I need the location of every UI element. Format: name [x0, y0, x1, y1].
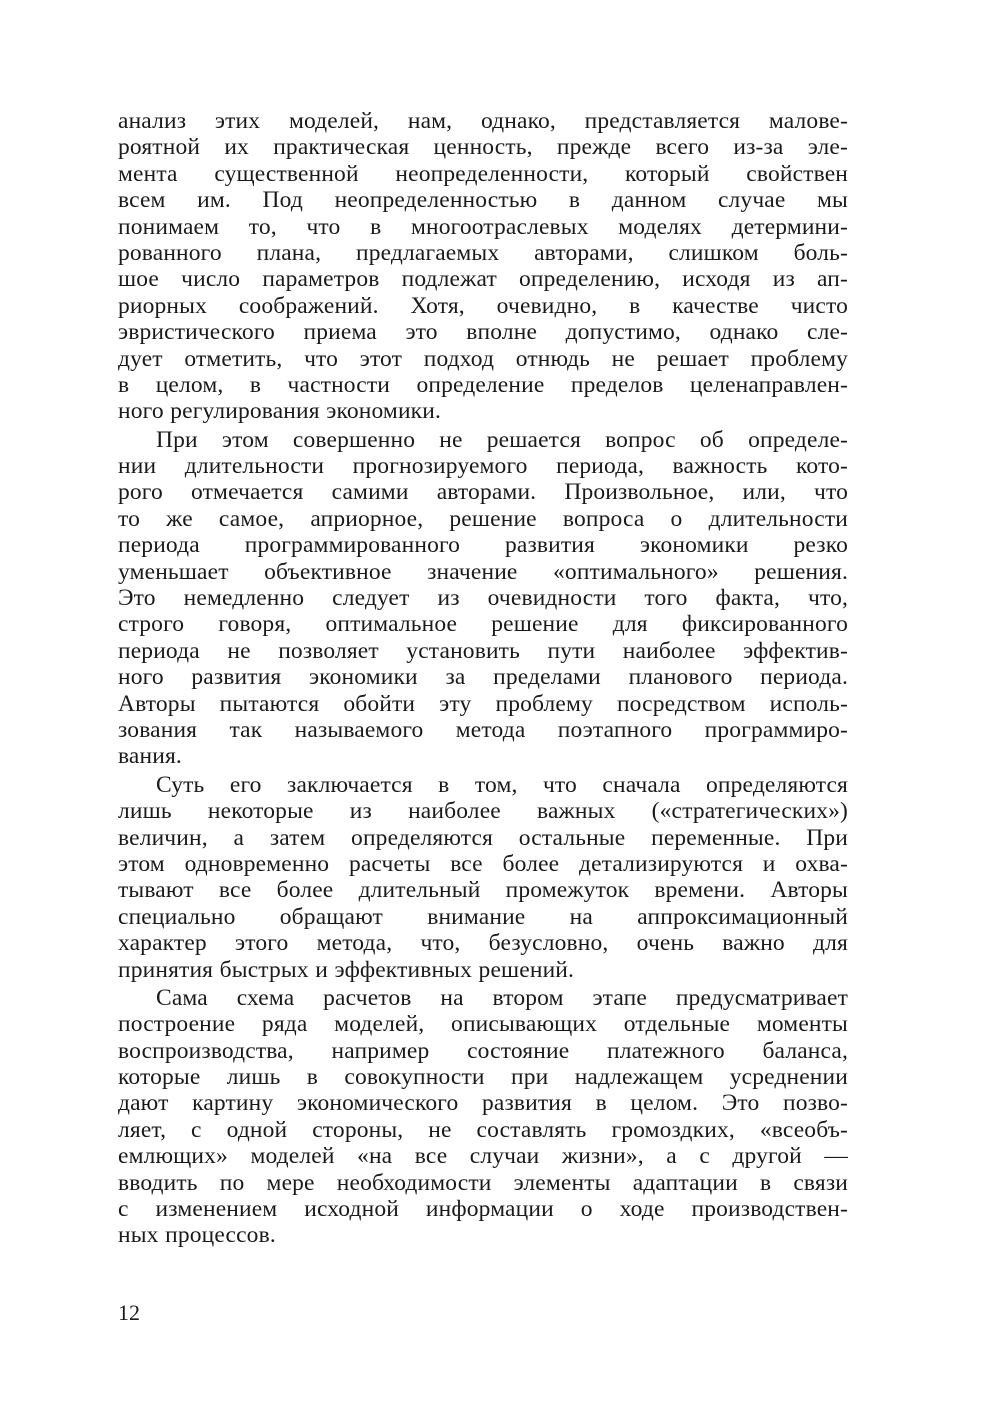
paragraph-1 — [118, 108, 848, 425]
text-line: величин, а затем определяются остальные переменные. При — [118, 824, 848, 851]
page-number: 12 — [118, 1300, 140, 1325]
text-line: мента существенной неопределенности, который свойствен — [118, 160, 848, 187]
text-line: ных процессов. — [118, 1222, 276, 1249]
text-line: этом одновременно расчеты все более детализируются и охва- — [118, 850, 848, 877]
text-line: ного развития экономики за пределами планового периода. — [118, 664, 848, 691]
text-line: риорных соображений. Хотя, очевидно, в качестве чисто — [118, 292, 848, 319]
text-line: ного регулирования экономики. — [118, 398, 442, 425]
text-line: то же самое, априорное, решение вопроса о длительности — [118, 505, 848, 532]
text-line: характер этого метода, что, безусловно, очень важно для — [118, 930, 848, 957]
text-line: воспроизводства, например состояние платежного баланса, — [118, 1037, 848, 1064]
text-line: нии длительности прогнозируемого периода, важность кото- — [118, 453, 848, 480]
text-line: ляет, с одной стороны, не составлять громоздких, «всеобъ- — [118, 1116, 848, 1143]
text-line: эвристического приема это вполне допустимо, однако сле- — [118, 319, 848, 346]
text-line: тывают все более длительный промежуток времени. Авторы — [118, 877, 848, 904]
text-line: которые лишь в совокупности при надлежащем усреднении — [118, 1064, 848, 1091]
text-line: дают картину экономического развития в целом. Это позво- — [118, 1090, 848, 1117]
text-line: вводить по мере необходимости элементы адаптации в связи — [118, 1169, 848, 1196]
paragraph-2 — [118, 427, 848, 770]
text-line: Суть его заключается в том, что сначала определяются — [156, 771, 848, 798]
body-text — [118, 108, 848, 1249]
text-line: вания. — [118, 743, 182, 770]
text-line: дует отметить, что этот подход отнюдь не решает проблему — [118, 345, 848, 372]
text-line: всем им. Под неопределенностью в данном случае мы — [118, 187, 848, 214]
text-line: специально обращают внимание на аппроксимационный — [118, 903, 848, 930]
text-line: При этом совершенно не решается вопрос об определе- — [156, 426, 848, 453]
text-line: анализ этих моделей, нам, однако, представляется малове- — [118, 108, 848, 134]
paragraph-4 — [118, 985, 848, 1249]
paragraph-3 — [118, 772, 848, 983]
text-line: Авторы пытаются обойти эту проблему посредством исполь- — [118, 690, 848, 717]
text-line: периода программированного развития экономики резко — [118, 532, 848, 559]
text-line: строго говоря, оптимальное решение для фиксированного — [118, 611, 848, 638]
text-line: рованного плана, предлагаемых авторами, слишком боль- — [118, 239, 848, 266]
text-line: построение ряда моделей, описывающих отдельные моменты — [118, 1011, 848, 1038]
text-line: принятия быстрых и эффективных решений. — [118, 956, 575, 983]
text-line: с изменением исходной информации о ходе производствен- — [118, 1196, 848, 1223]
text-line: лишь некоторые из наиболее важных («стратегических») — [118, 798, 848, 825]
text-line: уменьшает объективное значение «оптимального» решения. — [118, 558, 848, 585]
text-line: периода не позволяет установить пути наиболее эффектив- — [118, 637, 848, 664]
text-line: рого отмечается самими авторами. Произвольное, или, что — [118, 479, 848, 506]
text-line: в целом, в частности определение пределов целенаправлен- — [118, 371, 848, 398]
text-line: понимаем то, что в многоотраслевых моделях детермини- — [118, 213, 848, 240]
text-line: роятной их практическая ценность, прежде всего из-за эле- — [118, 134, 848, 161]
text-line: шое число параметров подлежат определению, исходя из ап- — [118, 266, 848, 293]
text-line: Это немедленно следует из очевидности того факта, что, — [118, 585, 848, 612]
text-line: зования так называемого метода поэтапного программиро- — [118, 716, 848, 743]
text-line: емлющих» моделей «на все случаи жизни», а с другой — — [118, 1143, 848, 1170]
text-line: Сама схема расчетов на втором этапе предусматривает — [156, 984, 848, 1011]
